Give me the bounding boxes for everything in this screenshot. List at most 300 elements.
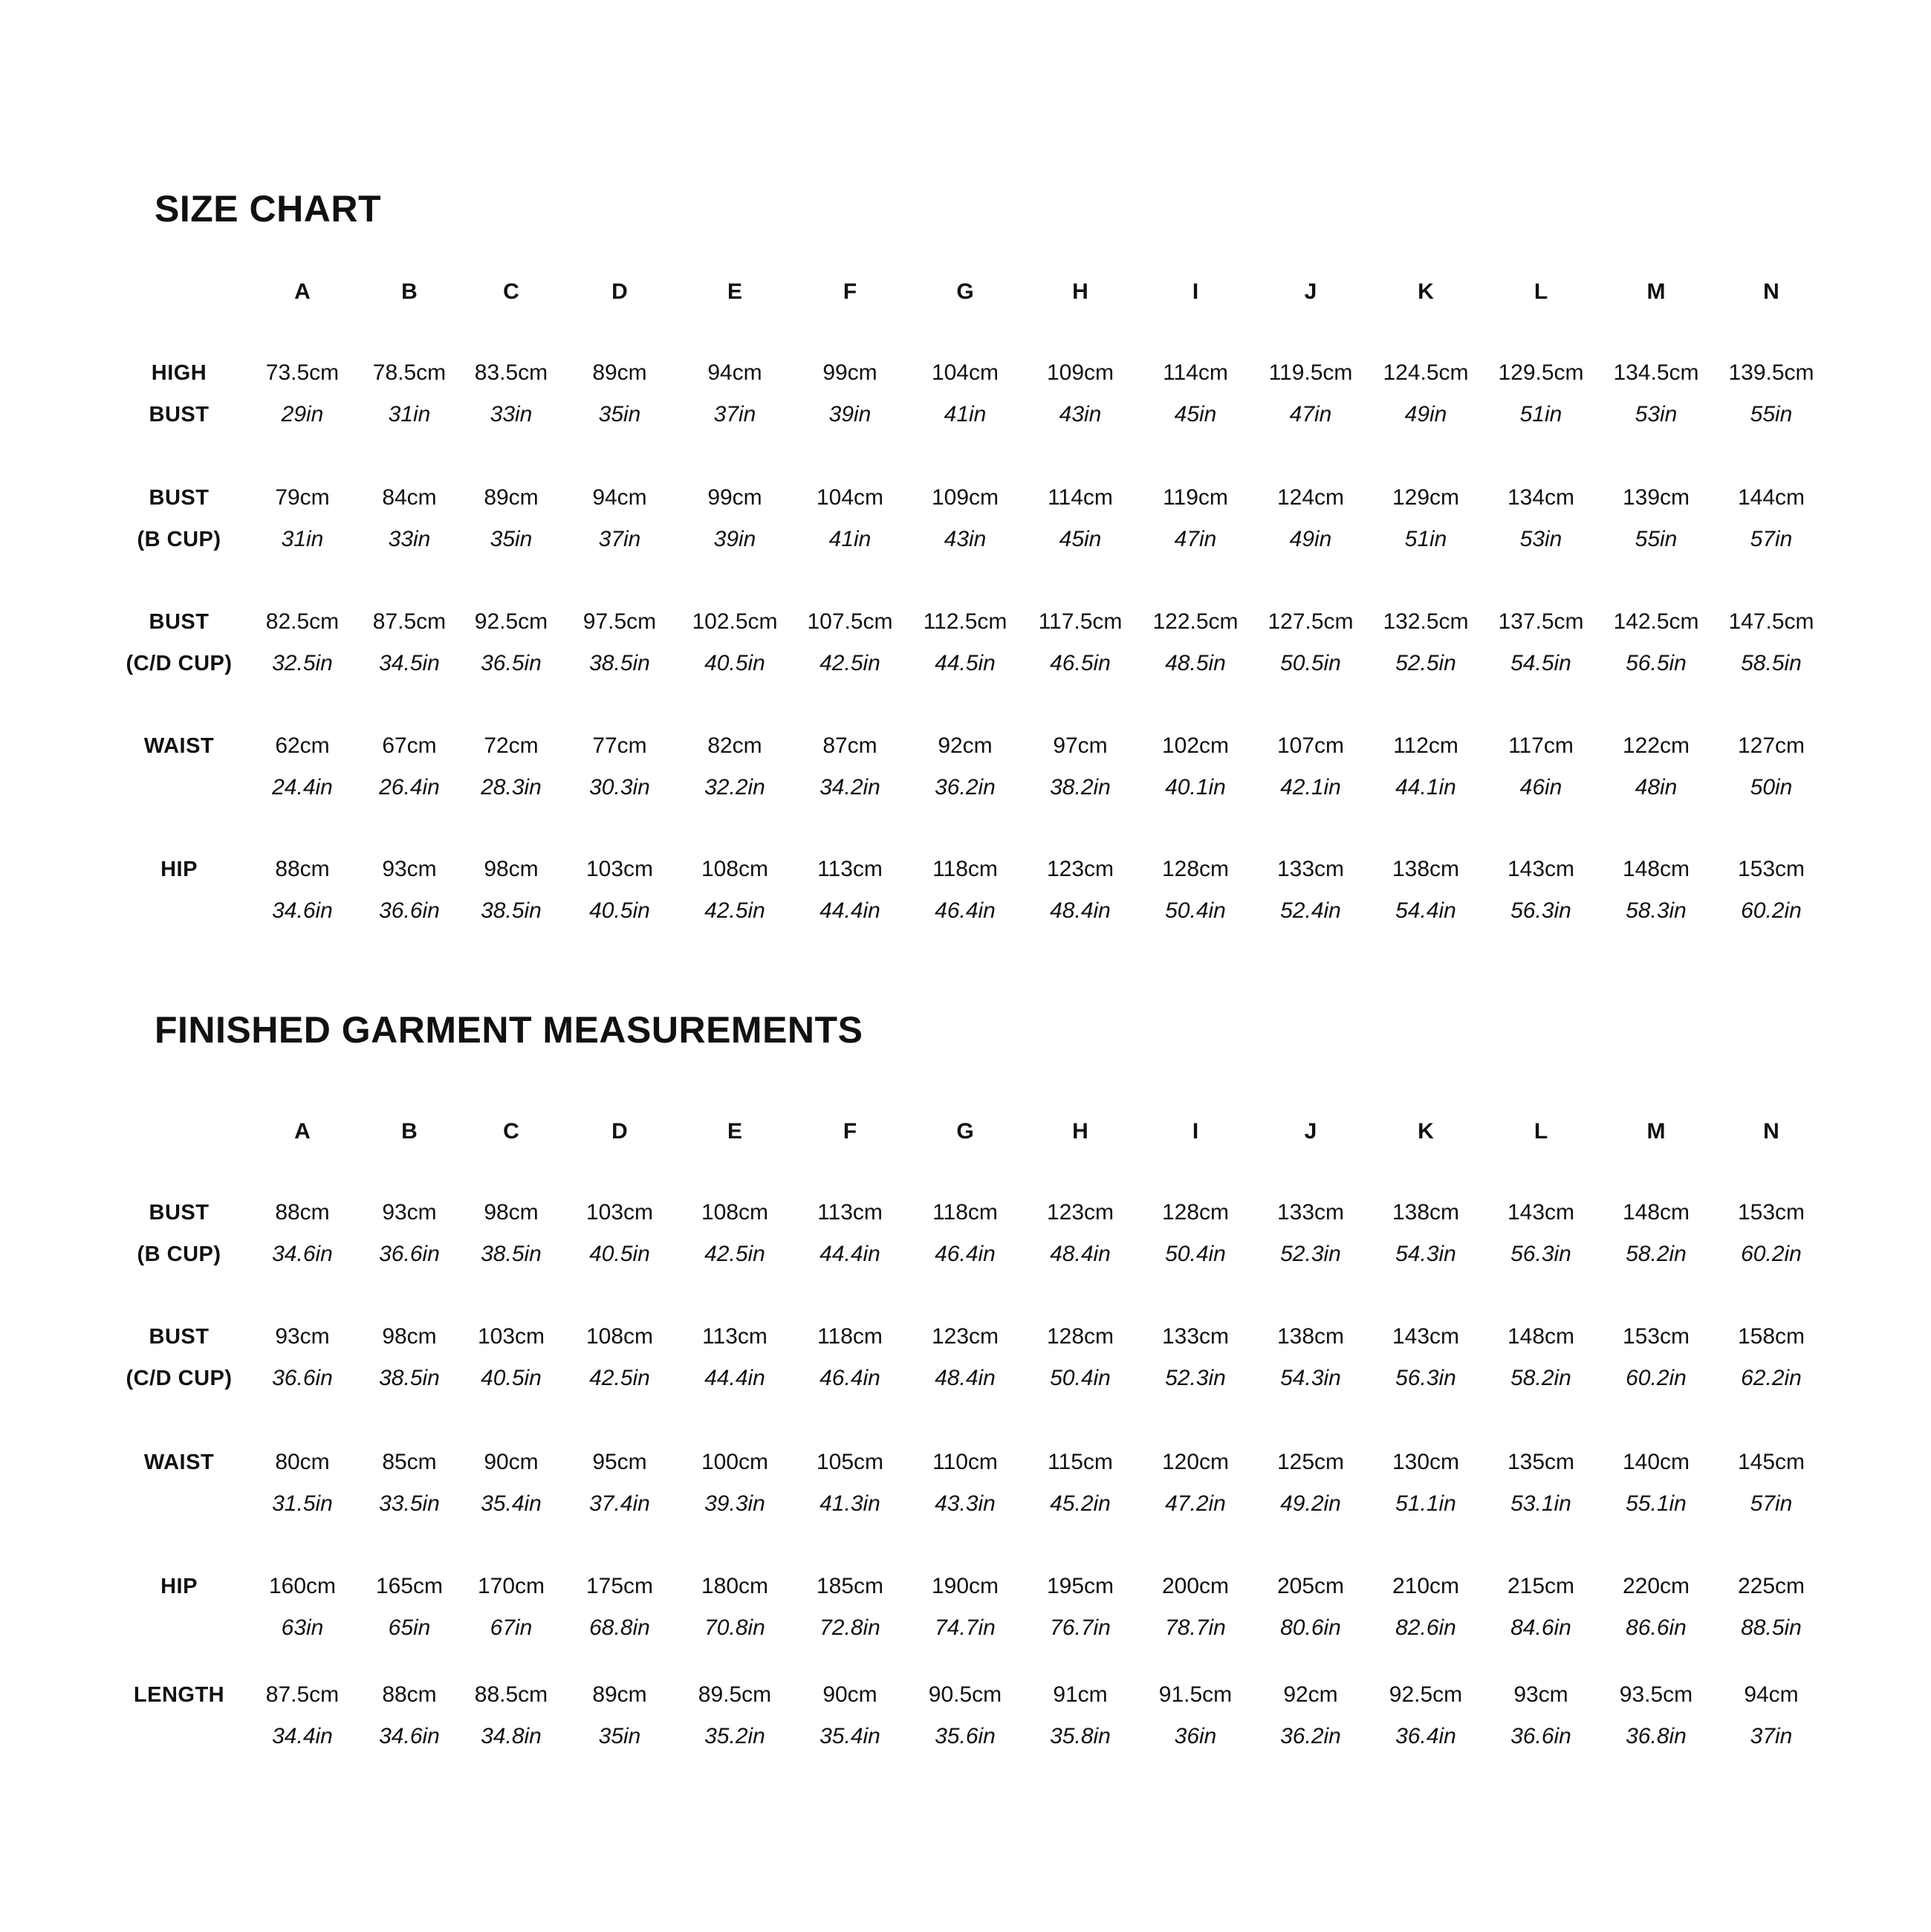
in-value: 50.4in: [1165, 898, 1226, 923]
in-value: 42.1in: [1280, 775, 1341, 800]
in-value: 36.4in: [1395, 1724, 1456, 1748]
cm-value: 92.5cm: [474, 609, 548, 634]
in-value: 82.6in: [1395, 1615, 1456, 1640]
in-value: 49in: [1404, 402, 1447, 427]
cm-value: 112.5cm: [923, 609, 1007, 634]
cm-value: 124cm: [1276, 485, 1345, 510]
size-header: L: [1534, 1119, 1548, 1144]
row-label: (C/D CUP): [126, 1367, 233, 1390]
in-value: 58.5in: [1741, 651, 1802, 675]
in-value: 39in: [713, 527, 756, 551]
cm-value: 165cm: [375, 1574, 444, 1598]
cm-value: 118cm: [817, 1324, 883, 1349]
in-value: 40.1in: [1165, 775, 1226, 800]
row-label: HIP: [160, 1575, 198, 1598]
cm-value: 130cm: [1392, 1450, 1460, 1474]
in-value: 48.5in: [1165, 651, 1226, 675]
cm-value: 128cm: [1161, 857, 1230, 881]
cm-value: 103cm: [585, 857, 654, 881]
cm-value: 95cm: [592, 1450, 647, 1474]
cm-value: 129.5cm: [1498, 360, 1584, 385]
in-value: 46.4in: [820, 1366, 880, 1390]
cm-value: 90.5cm: [928, 1682, 1002, 1707]
cm-value: 107cm: [1276, 733, 1345, 758]
cm-value: 90cm: [484, 1450, 539, 1474]
in-value: 74.7in: [935, 1615, 996, 1640]
row-label: BUST: [149, 403, 210, 427]
in-value: 45.2in: [1050, 1491, 1111, 1516]
cm-value: 91.5cm: [1158, 1682, 1233, 1707]
cm-value: 113cm: [817, 857, 883, 881]
in-value: 60.2in: [1741, 1242, 1802, 1266]
in-value: 42.5in: [704, 898, 765, 923]
cm-value: 93cm: [382, 1200, 437, 1225]
in-value: 40.5in: [704, 651, 765, 675]
in-value: 43in: [1059, 402, 1102, 427]
cm-value: 88.5cm: [474, 1682, 548, 1707]
size-header: A: [294, 1119, 311, 1144]
row-label: LENGTH: [133, 1683, 225, 1707]
cm-value: 93cm: [275, 1324, 330, 1349]
in-value: 48in: [1635, 775, 1678, 800]
size-header: G: [956, 1119, 974, 1144]
size-header: C: [503, 279, 519, 304]
cm-value: 140cm: [1622, 1450, 1690, 1474]
in-value: 76.7in: [1050, 1615, 1111, 1640]
cm-value: 134cm: [1507, 485, 1575, 510]
in-value: 36.6in: [379, 898, 440, 923]
cm-value: 122.5cm: [1152, 609, 1239, 634]
cm-value: 148cm: [1622, 857, 1690, 881]
in-value: 72.8in: [820, 1615, 880, 1640]
cm-value: 138cm: [1392, 857, 1460, 881]
cm-value: 153cm: [1737, 857, 1805, 881]
in-value: 39.3in: [704, 1491, 765, 1516]
in-value: 56.3in: [1510, 1242, 1571, 1266]
cm-value: 143cm: [1392, 1324, 1460, 1349]
cm-value: 102.5cm: [692, 609, 778, 634]
in-value: 56.3in: [1395, 1366, 1456, 1390]
cm-value: 78.5cm: [372, 360, 447, 385]
in-value: 52.5in: [1395, 651, 1456, 675]
in-value: 60.2in: [1741, 898, 1802, 923]
in-value: 37in: [713, 402, 756, 427]
cm-value: 138cm: [1276, 1324, 1345, 1349]
in-value: 43.3in: [935, 1491, 996, 1516]
in-value: 35in: [490, 527, 533, 551]
finished-garment-title: FINISHED GARMENT MEASUREMENTS: [155, 1009, 863, 1051]
in-value: 65in: [388, 1615, 431, 1640]
in-value: 50in: [1750, 775, 1793, 800]
size-header: I: [1192, 1119, 1199, 1144]
size-header: A: [294, 279, 311, 304]
in-value: 57in: [1750, 527, 1793, 551]
cm-value: 113cm: [702, 1324, 767, 1349]
in-value: 80.6in: [1280, 1615, 1341, 1640]
cm-value: 210cm: [1392, 1574, 1460, 1598]
cm-value: 128cm: [1046, 1324, 1114, 1349]
cm-value: 90cm: [822, 1682, 877, 1707]
cm-value: 99cm: [822, 360, 877, 385]
size-header: F: [843, 1119, 857, 1144]
in-value: 35in: [598, 1724, 641, 1748]
in-value: 88.5in: [1741, 1615, 1802, 1640]
cm-value: 104cm: [931, 360, 999, 385]
in-value: 40.5in: [589, 898, 650, 923]
row-label: (B CUP): [137, 528, 221, 551]
cm-value: 134.5cm: [1613, 360, 1699, 385]
in-value: 50.4in: [1050, 1366, 1111, 1390]
cm-value: 115cm: [1048, 1450, 1113, 1474]
size-header: B: [401, 279, 418, 304]
in-value: 46.4in: [935, 898, 996, 923]
cm-value: 158cm: [1737, 1324, 1805, 1349]
cm-value: 139cm: [1622, 485, 1690, 510]
cm-value: 97cm: [1053, 733, 1108, 758]
in-value: 48.4in: [1050, 1242, 1111, 1266]
in-value: 41in: [828, 527, 872, 551]
cm-value: 98cm: [484, 857, 539, 881]
in-value: 37in: [598, 527, 641, 551]
size-header: M: [1646, 1119, 1666, 1144]
in-value: 24.4in: [272, 775, 333, 800]
cm-value: 195cm: [1046, 1574, 1114, 1598]
cm-value: 205cm: [1276, 1574, 1345, 1598]
cm-value: 98cm: [484, 1200, 539, 1225]
row-label: HIP: [160, 858, 198, 881]
in-value: 30.3in: [589, 775, 650, 800]
size-header: K: [1418, 1119, 1434, 1144]
in-value: 54.5in: [1510, 651, 1571, 675]
cm-value: 215cm: [1507, 1574, 1575, 1598]
in-value: 57in: [1750, 1491, 1793, 1516]
in-value: 84.6in: [1510, 1615, 1571, 1640]
in-value: 33in: [490, 402, 533, 427]
size-header: H: [1072, 1119, 1088, 1144]
in-value: 35.4in: [820, 1724, 880, 1748]
in-value: 53in: [1519, 527, 1562, 551]
cm-value: 180cm: [701, 1574, 769, 1598]
in-value: 50.5in: [1280, 651, 1341, 675]
size-header: I: [1192, 279, 1199, 304]
cm-value: 87cm: [822, 733, 877, 758]
in-value: 37.4in: [589, 1491, 650, 1516]
cm-value: 100cm: [701, 1450, 769, 1474]
in-value: 58.2in: [1510, 1366, 1571, 1390]
in-value: 53.1in: [1510, 1491, 1571, 1516]
in-value: 42.5in: [820, 651, 880, 675]
in-value: 86.6in: [1626, 1615, 1687, 1640]
cm-value: 133cm: [1276, 1200, 1345, 1225]
size-header: E: [727, 1119, 742, 1144]
cm-value: 123cm: [931, 1324, 999, 1349]
in-value: 48.4in: [1050, 898, 1111, 923]
cm-value: 225cm: [1737, 1574, 1805, 1598]
in-value: 55in: [1750, 402, 1793, 427]
in-value: 44.4in: [820, 898, 880, 923]
row-label: (C/D CUP): [126, 652, 233, 675]
cm-value: 108cm: [701, 1200, 769, 1225]
in-value: 31in: [281, 527, 324, 551]
in-value: 38.5in: [379, 1366, 440, 1390]
cm-value: 114cm: [1048, 485, 1113, 510]
in-value: 36.2in: [1280, 1724, 1341, 1748]
cm-value: 85cm: [382, 1450, 437, 1474]
in-value: 41in: [944, 402, 987, 427]
in-value: 78.7in: [1165, 1615, 1226, 1640]
in-value: 44.5in: [935, 651, 996, 675]
in-value: 33.5in: [379, 1491, 440, 1516]
row-label: BUST: [149, 486, 210, 510]
cm-value: 94cm: [592, 485, 647, 510]
cm-value: 82cm: [707, 733, 762, 758]
cm-value: 72cm: [484, 733, 539, 758]
in-value: 47.2in: [1165, 1491, 1226, 1516]
cm-value: 132.5cm: [1383, 609, 1469, 634]
in-value: 52.4in: [1280, 898, 1341, 923]
in-value: 53in: [1635, 402, 1678, 427]
cm-value: 123cm: [1046, 1200, 1114, 1225]
size-header: N: [1763, 1119, 1779, 1144]
cm-value: 190cm: [931, 1574, 999, 1598]
size-header: J: [1304, 1119, 1317, 1144]
in-value: 49in: [1289, 527, 1332, 551]
in-value: 28.3in: [481, 775, 542, 800]
in-value: 37in: [1750, 1724, 1793, 1748]
cm-value: 122cm: [1622, 733, 1690, 758]
size-header: D: [611, 1119, 628, 1144]
in-value: 35in: [598, 402, 641, 427]
cm-value: 139.5cm: [1728, 360, 1814, 385]
in-value: 67in: [490, 1615, 533, 1640]
cm-value: 142.5cm: [1613, 609, 1699, 634]
in-value: 32.5in: [272, 651, 333, 675]
cm-value: 84cm: [382, 485, 437, 510]
cm-value: 153cm: [1622, 1324, 1690, 1349]
cm-value: 175cm: [585, 1574, 654, 1598]
size-header: H: [1072, 279, 1088, 304]
in-value: 68.8in: [589, 1615, 650, 1640]
cm-value: 127cm: [1737, 733, 1805, 758]
size-chart-title: SIZE CHART: [155, 188, 381, 230]
in-value: 31in: [388, 402, 431, 427]
in-value: 43in: [944, 527, 987, 551]
cm-value: 79cm: [275, 485, 330, 510]
cm-value: 124.5cm: [1383, 360, 1469, 385]
cm-value: 80cm: [275, 1450, 330, 1474]
cm-value: 127.5cm: [1268, 609, 1354, 634]
in-value: 34.8in: [481, 1724, 542, 1748]
cm-value: 93cm: [382, 857, 437, 881]
size-header: M: [1646, 279, 1666, 304]
in-value: 36.5in: [481, 651, 542, 675]
in-value: 36.2in: [935, 775, 996, 800]
in-value: 48.4in: [935, 1366, 996, 1390]
in-value: 41.3in: [820, 1491, 880, 1516]
cm-value: 185cm: [816, 1574, 884, 1598]
in-value: 54.4in: [1395, 898, 1456, 923]
in-value: 46.5in: [1050, 651, 1111, 675]
cm-value: 220cm: [1622, 1574, 1690, 1598]
cm-value: 109cm: [931, 485, 999, 510]
in-value: 51in: [1404, 527, 1447, 551]
cm-value: 91cm: [1053, 1682, 1108, 1707]
cm-value: 133cm: [1161, 1324, 1230, 1349]
cm-value: 145cm: [1737, 1450, 1805, 1474]
cm-value: 123cm: [1046, 857, 1114, 881]
in-value: 47in: [1289, 402, 1332, 427]
in-value: 63in: [281, 1615, 324, 1640]
size-header: F: [843, 279, 857, 304]
size-header: L: [1534, 279, 1548, 304]
in-value: 55.1in: [1626, 1491, 1687, 1516]
in-value: 33in: [388, 527, 431, 551]
cm-value: 89.5cm: [698, 1682, 772, 1707]
in-value: 51.1in: [1395, 1491, 1456, 1516]
cm-value: 119cm: [1163, 485, 1228, 510]
cm-value: 144cm: [1737, 485, 1805, 510]
cm-value: 108cm: [701, 857, 769, 881]
size-header: N: [1763, 279, 1779, 304]
row-label: BUST: [149, 1201, 210, 1225]
cm-value: 104cm: [816, 485, 884, 510]
cm-value: 117cm: [1508, 733, 1574, 758]
cm-value: 119.5cm: [1268, 360, 1353, 385]
in-value: 46in: [1519, 775, 1562, 800]
in-value: 35.6in: [935, 1724, 996, 1748]
in-value: 44.4in: [820, 1242, 880, 1266]
in-value: 45in: [1059, 527, 1102, 551]
cm-value: 128cm: [1161, 1200, 1230, 1225]
cm-value: 73.5cm: [265, 360, 340, 385]
cm-value: 89cm: [592, 360, 647, 385]
in-value: 36.8in: [1626, 1724, 1687, 1748]
in-value: 42.5in: [589, 1366, 650, 1390]
cm-value: 87.5cm: [265, 1682, 340, 1707]
size-header: E: [727, 279, 742, 304]
cm-value: 125cm: [1276, 1450, 1345, 1474]
in-value: 34.6in: [379, 1724, 440, 1748]
cm-value: 92cm: [938, 733, 993, 758]
cm-value: 153cm: [1737, 1200, 1805, 1225]
cm-value: 99cm: [707, 485, 762, 510]
cm-value: 200cm: [1161, 1574, 1230, 1598]
in-value: 35.4in: [481, 1491, 542, 1516]
in-value: 39in: [828, 402, 872, 427]
in-value: 34.6in: [272, 1242, 333, 1266]
row-label: WAIST: [143, 734, 215, 758]
cm-value: 118cm: [932, 1200, 998, 1225]
row-label: (B CUP): [137, 1242, 221, 1266]
in-value: 29in: [281, 402, 324, 427]
in-value: 51in: [1519, 402, 1562, 427]
in-value: 36.6in: [379, 1242, 440, 1266]
in-value: 38.5in: [481, 898, 542, 923]
cm-value: 87.5cm: [372, 609, 447, 634]
cm-value: 137.5cm: [1498, 609, 1584, 634]
size-header: J: [1304, 279, 1317, 304]
in-value: 32.2in: [704, 775, 765, 800]
cm-value: 148cm: [1622, 1200, 1690, 1225]
cm-value: 94cm: [1744, 1682, 1799, 1707]
in-value: 34.5in: [379, 651, 440, 675]
in-value: 45in: [1174, 402, 1217, 427]
in-value: 34.4in: [272, 1724, 333, 1748]
size-header: B: [401, 1119, 418, 1144]
cm-value: 94cm: [707, 360, 762, 385]
in-value: 50.4in: [1165, 1242, 1226, 1266]
cm-value: 97.5cm: [582, 609, 657, 634]
cm-value: 143cm: [1507, 857, 1575, 881]
cm-value: 88cm: [382, 1682, 437, 1707]
in-value: 44.4in: [704, 1366, 765, 1390]
in-value: 40.5in: [481, 1366, 542, 1390]
in-value: 36.6in: [272, 1366, 333, 1390]
cm-value: 138cm: [1392, 1200, 1460, 1225]
in-value: 38.5in: [481, 1242, 542, 1266]
in-value: 34.6in: [272, 898, 333, 923]
row-label: WAIST: [143, 1450, 215, 1474]
cm-value: 109cm: [1046, 360, 1114, 385]
cm-value: 108cm: [585, 1324, 654, 1349]
cm-value: 98cm: [382, 1324, 437, 1349]
in-value: 26.4in: [379, 775, 440, 800]
in-value: 38.2in: [1050, 775, 1111, 800]
in-value: 54.3in: [1395, 1242, 1456, 1266]
cm-value: 103cm: [477, 1324, 545, 1349]
in-value: 35.2in: [704, 1724, 765, 1748]
cm-value: 129cm: [1392, 485, 1460, 510]
cm-value: 83.5cm: [474, 360, 548, 385]
in-value: 49.2in: [1280, 1491, 1341, 1516]
cm-value: 112cm: [1393, 733, 1458, 758]
cm-value: 160cm: [268, 1574, 337, 1598]
in-value: 31.5in: [272, 1491, 333, 1516]
in-value: 62.2in: [1741, 1366, 1802, 1390]
cm-value: 117.5cm: [1038, 609, 1123, 634]
in-value: 60.2in: [1626, 1366, 1687, 1390]
cm-value: 89cm: [484, 485, 539, 510]
in-value: 70.8in: [704, 1615, 765, 1640]
cm-value: 118cm: [932, 857, 998, 881]
cm-value: 88cm: [275, 1200, 330, 1225]
size-header: G: [956, 279, 974, 304]
cm-value: 133cm: [1276, 857, 1345, 881]
in-value: 42.5in: [704, 1242, 765, 1266]
cm-value: 67cm: [382, 733, 437, 758]
cm-value: 82.5cm: [265, 609, 340, 634]
row-label: BUST: [149, 1325, 210, 1349]
cm-value: 92.5cm: [1389, 1682, 1463, 1707]
cm-value: 107.5cm: [807, 609, 893, 634]
in-value: 56.3in: [1510, 898, 1571, 923]
in-value: 40.5in: [589, 1242, 650, 1266]
cm-value: 93cm: [1513, 1682, 1568, 1707]
size-header: K: [1418, 279, 1434, 304]
size-header: D: [611, 279, 628, 304]
cm-value: 93.5cm: [1619, 1682, 1693, 1707]
in-value: 38.5in: [589, 651, 650, 675]
cm-value: 147.5cm: [1728, 609, 1814, 634]
in-value: 36in: [1174, 1724, 1217, 1748]
cm-value: 135cm: [1507, 1450, 1575, 1474]
cm-value: 148cm: [1507, 1324, 1575, 1349]
in-value: 46.4in: [935, 1242, 996, 1266]
in-value: 55in: [1635, 527, 1678, 551]
in-value: 54.3in: [1280, 1366, 1341, 1390]
cm-value: 62cm: [275, 733, 330, 758]
cm-value: 88cm: [275, 857, 330, 881]
